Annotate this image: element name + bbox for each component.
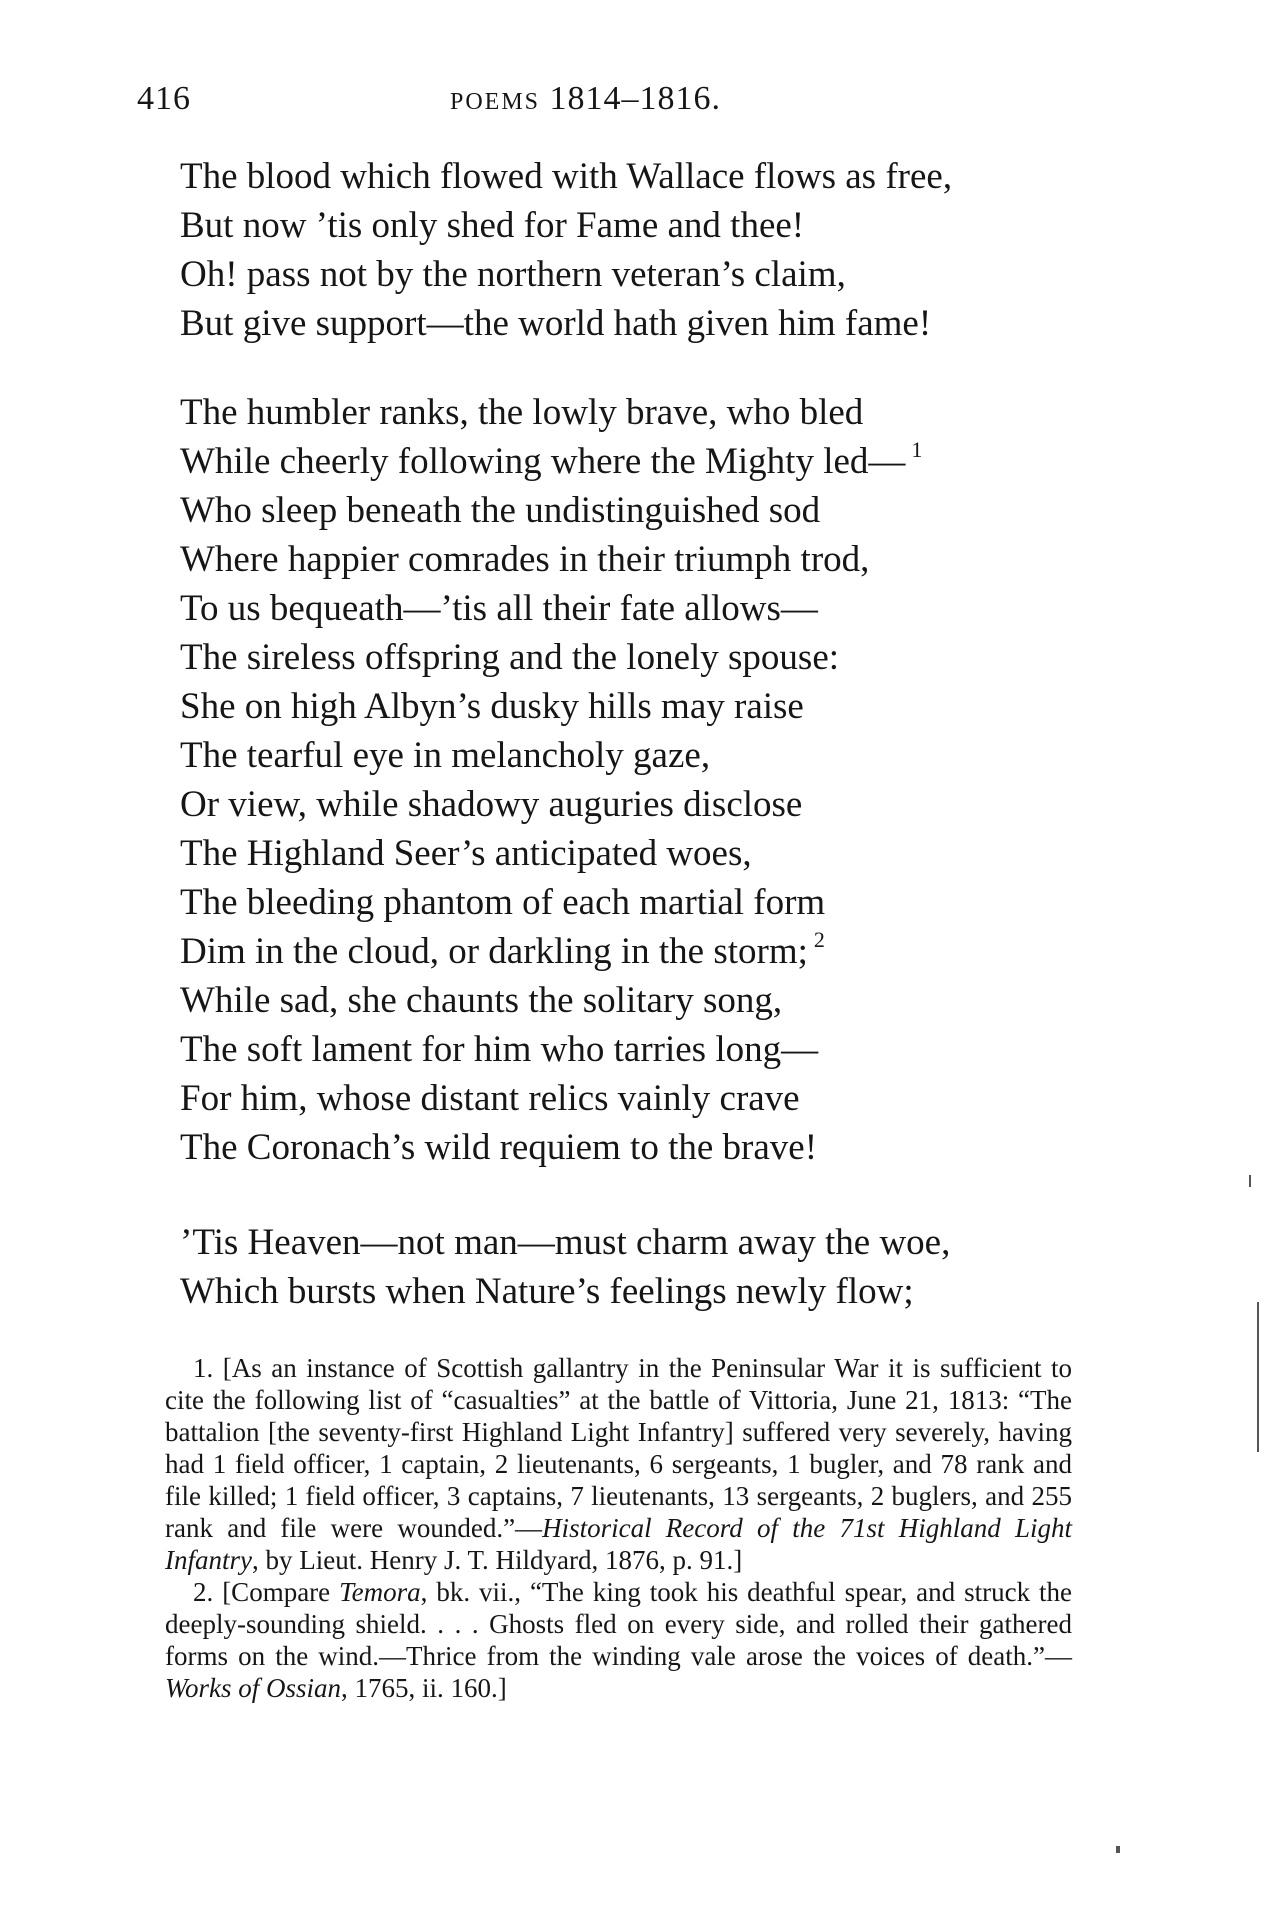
verse-text: The sireless offspring and the lonely spouse: <box>180 637 840 678</box>
footnote-title: Works of Ossian <box>165 1673 342 1703</box>
footnote-text: , bk. vii., “The king took his deathful spear, and struck the deeply-sounding shield. . . . Ghosts fled on every side, and rolled their gathered forms on the wind.—Thrice from the winding vale arose the voices of death.”— <box>165 1577 1072 1671</box>
verse-line <box>180 152 952 201</box>
verse-text: Dim in the cloud, or darkling in the storm; <box>180 931 808 972</box>
verse-text: To us bequeath—’tis all their fate allows— <box>180 588 818 629</box>
page-number: 416 <box>137 80 191 117</box>
footnote-text: 1. [As an instance of Scottish gallantry in the Peninsular War it is sufficient to cite the following list of “casualties” at the battle of Vittoria, June 21, 1813: “The battalion [the seventy-first Highland Light Infantry] suffered very severely, having had 1 field officer, 1 captain, 2 lieutenants, 6 sergeants, 1 bugler, and 78 rank and file killed; 1 field officer, 3 captains, 7 lieutenants, 13 sergeants, 2 buglers, and 255 rank and file were wounded.”— <box>165 1353 1072 1543</box>
verse-line <box>180 250 952 299</box>
verse-line <box>180 927 922 976</box>
verse-text: The tearful eye in melancholy gaze, <box>180 735 711 776</box>
verse-line <box>180 437 922 486</box>
verse-line <box>180 201 952 250</box>
verse-line <box>180 1074 922 1123</box>
verse-line <box>180 1218 950 1267</box>
verse-text: The bleeding phantom of each martial form <box>180 882 826 923</box>
footnote-title: Temora <box>339 1577 421 1607</box>
scan-mark <box>1257 1302 1259 1452</box>
stanza-1 <box>180 152 952 348</box>
footnote-text: , 1765, ii. 160.] <box>341 1673 507 1703</box>
verse-text: ’Tis Heaven—not man—must charm away the woe, <box>180 1222 951 1263</box>
verse-text: Where happier comrades in their triumph trod, <box>180 539 870 580</box>
verse-text: Who sleep beneath the undistinguished sod <box>180 490 821 531</box>
footnote-2 <box>165 1576 1072 1704</box>
verse-line <box>180 829 922 878</box>
verse-text: For him, whose distant relics vainly crave <box>180 1078 800 1119</box>
footnotes <box>165 1352 1072 1704</box>
running-head <box>450 80 721 118</box>
verse-text: The Coronach’s wild requiem to the brave! <box>180 1127 818 1168</box>
verse-text: The humbler ranks, the lowly brave, who bled <box>180 392 864 433</box>
scan-mark <box>1249 1175 1251 1187</box>
verse-line <box>180 388 922 437</box>
verse-line <box>180 535 922 584</box>
footnote-reference: 1 <box>911 437 923 462</box>
verse-line <box>180 976 922 1025</box>
verse-text: She on high Albyn’s dusky hills may raise <box>180 686 804 727</box>
footnote-reference: 2 <box>813 927 825 952</box>
verse-text: Or view, while shadowy auguries disclose <box>180 784 803 825</box>
verse-text: Which bursts when Nature’s feelings newly flow; <box>180 1271 914 1312</box>
footnote-title: Historical Record of the 71st Highland Light Infantry <box>165 1513 1072 1575</box>
verse-text: But give support—the world hath given him fame! <box>180 303 932 344</box>
verse-text: But now ’tis only shed for Fame and thee! <box>180 205 805 246</box>
verse-line <box>180 1025 922 1074</box>
footnote-1 <box>165 1352 1072 1576</box>
verse-text: While cheerly following where the Mighty led— <box>180 441 906 482</box>
scan-mark <box>1116 1846 1120 1853</box>
verse-line <box>180 1267 950 1316</box>
stanza-3 <box>180 1218 950 1316</box>
verse-text: Oh! pass not by the northern veteran’s claim, <box>180 254 846 295</box>
verse-line <box>180 878 922 927</box>
verse-text: The Highland Seer’s anticipated woes, <box>180 833 752 874</box>
verse-line <box>180 731 922 780</box>
verse-line <box>180 633 922 682</box>
verse-line <box>180 486 922 535</box>
verse-line <box>180 780 922 829</box>
verse-text: The blood which flowed with Wallace flows as free, <box>180 156 953 197</box>
verse-line <box>180 584 922 633</box>
running-head-title: POEMS <box>450 89 541 115</box>
verse-line <box>180 682 922 731</box>
running-head-years: 1814–1816. <box>549 80 722 117</box>
verse-text: While sad, she chaunts the solitary song, <box>180 980 783 1021</box>
verse-line <box>180 1123 922 1172</box>
footnote-text: , by Lieut. Henry J. T. Hildyard, 1876, p. 91.] <box>252 1545 743 1575</box>
stanza-2 <box>180 388 922 1172</box>
verse-line <box>180 299 952 348</box>
verse-text: The soft lament for him who tarries long— <box>180 1029 819 1070</box>
footnote-text: 2. [Compare <box>193 1577 340 1607</box>
